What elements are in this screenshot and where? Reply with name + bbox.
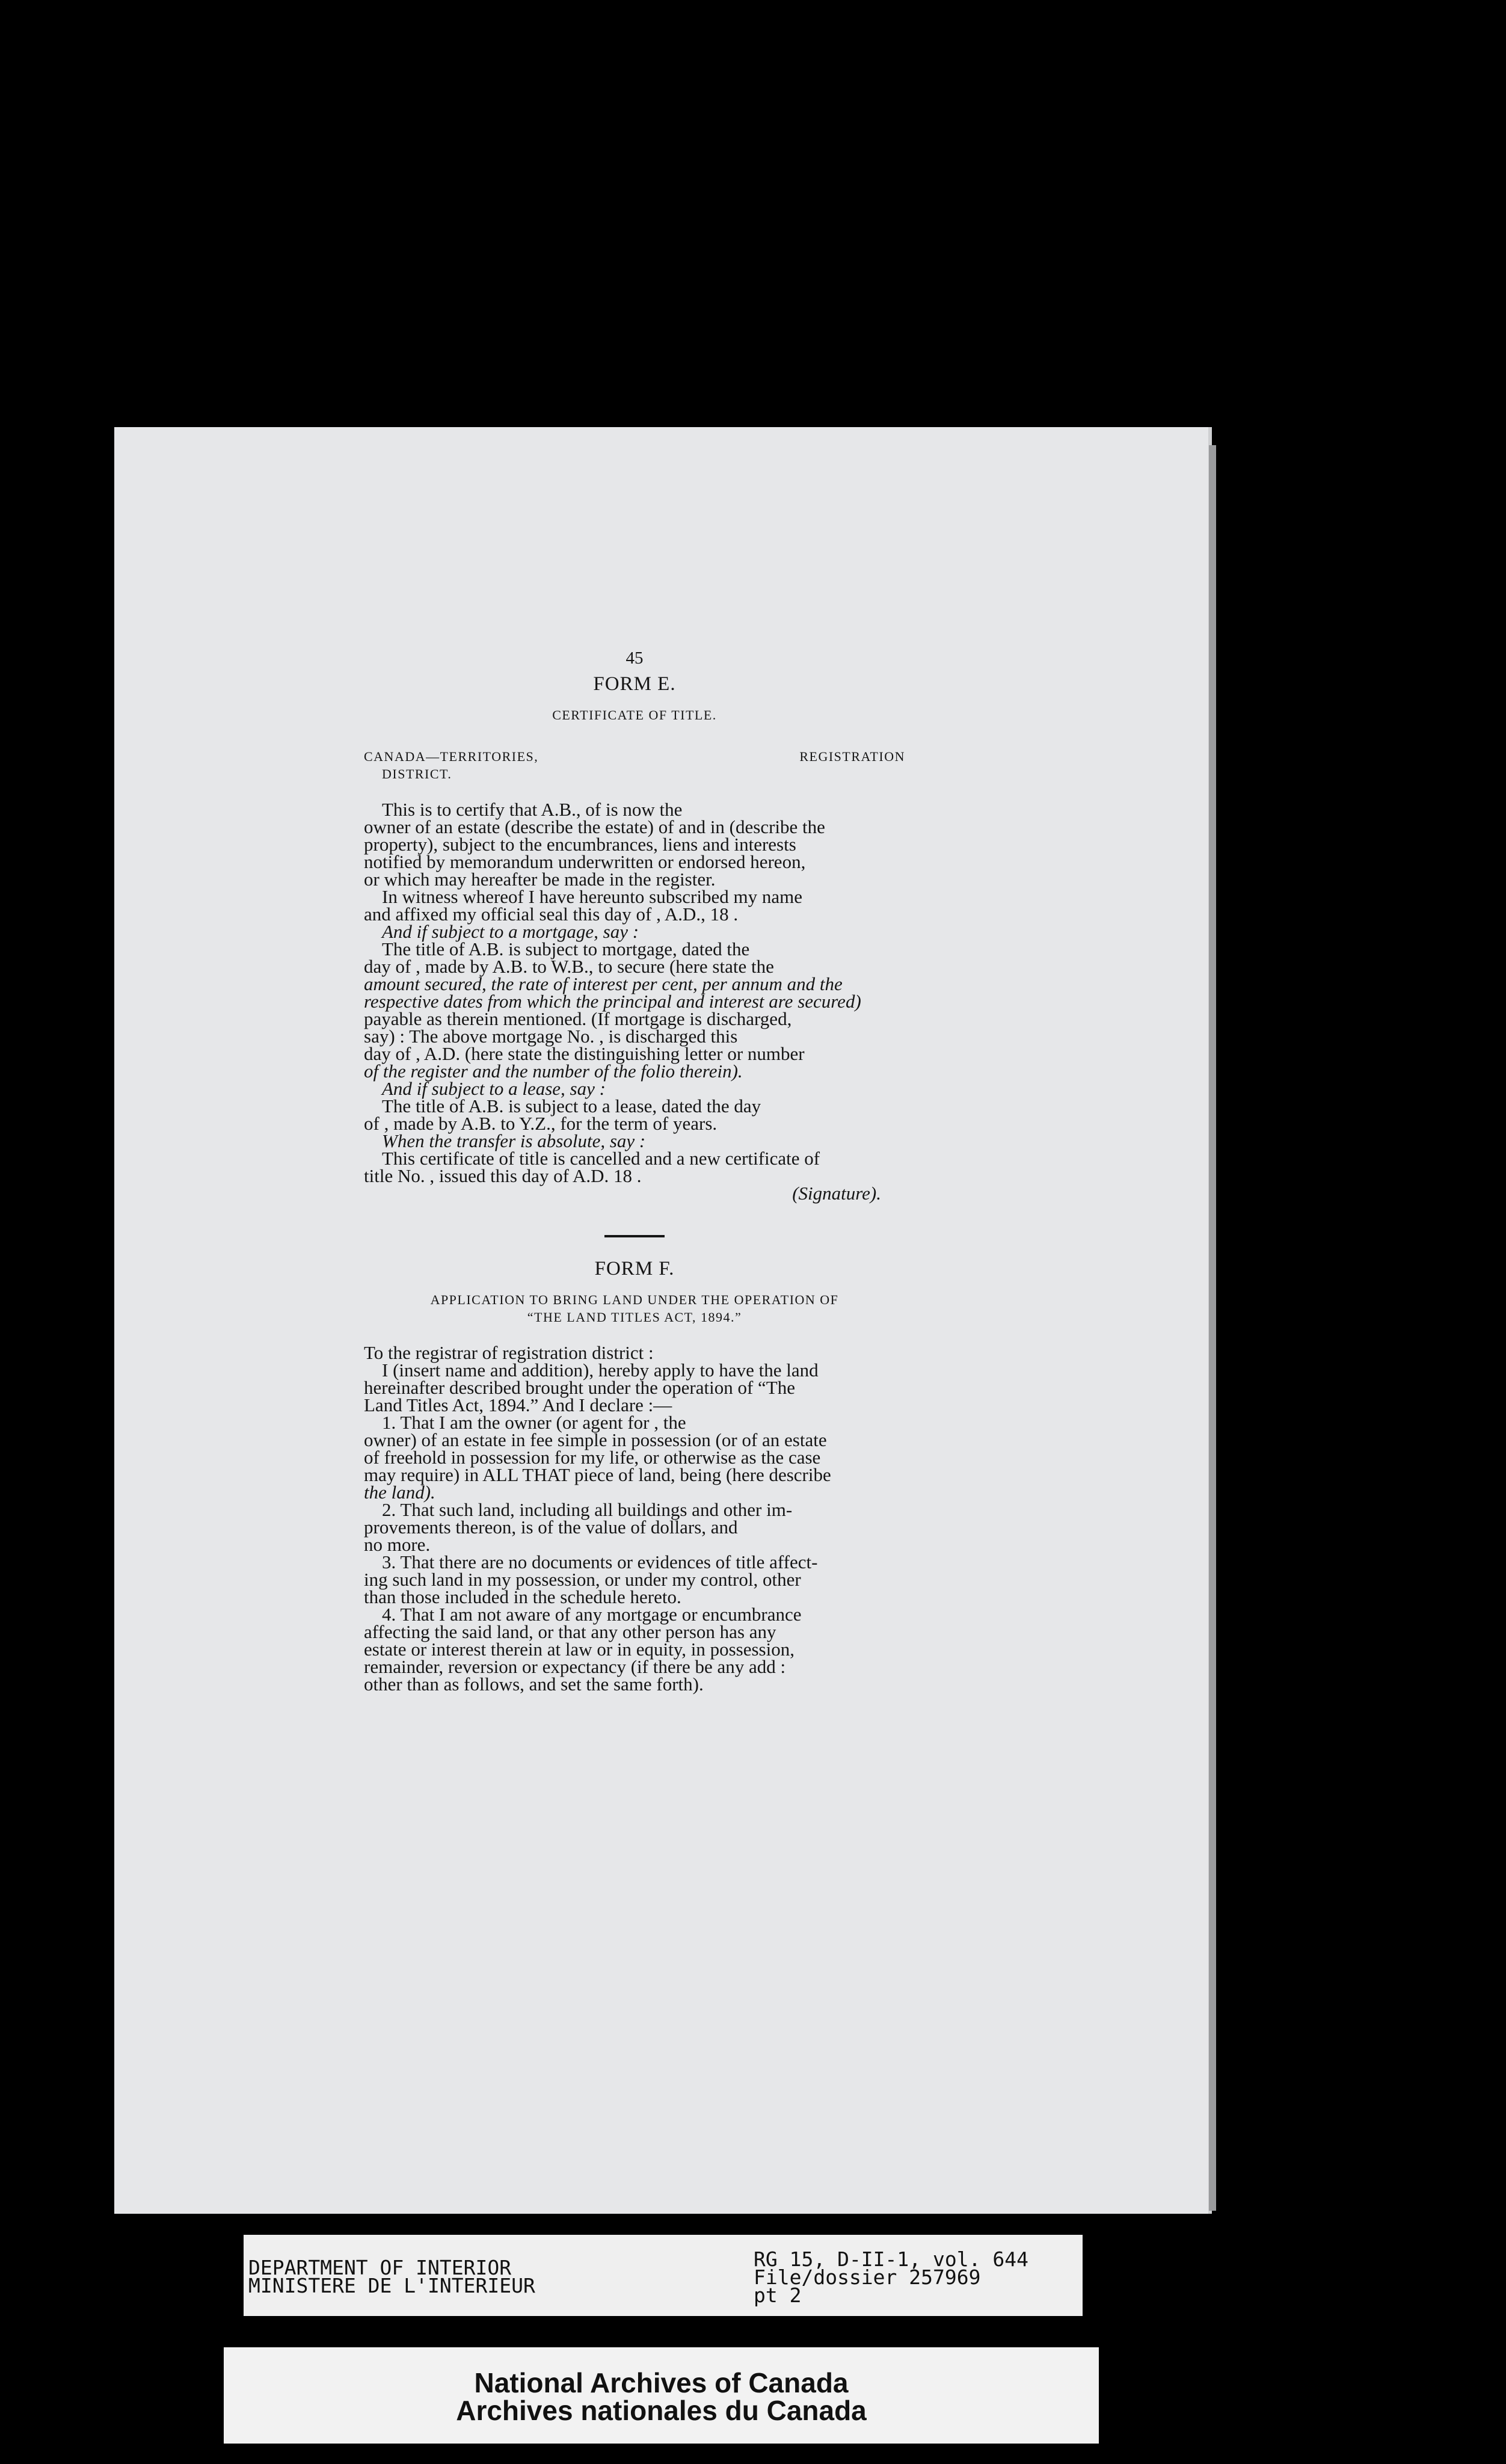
form-e-header-row xyxy=(364,748,905,765)
form-e-text-line: The title of A.B. is subject to mortgage, dated the xyxy=(382,938,750,959)
department-line-fr: MINISTERE DE L'INTERIEUR xyxy=(248,2274,535,2297)
archive-reference-strip xyxy=(244,2235,1083,2316)
form-f-text-line: 3. That there are no documents or evidences of title affect- xyxy=(382,1551,818,1572)
form-f-title: FORM F. xyxy=(594,1258,675,1280)
form-e-signature: (Signature). xyxy=(792,1183,881,1204)
form-f-text-line: hereinafter described brought under the operation of “The xyxy=(364,1377,795,1398)
page-edge-shadow xyxy=(1209,445,1216,2211)
section-divider xyxy=(604,1235,665,1237)
department-label xyxy=(248,2256,535,2297)
file-reference xyxy=(754,2247,1028,2307)
form-f-body xyxy=(364,1344,905,1693)
file-reference-line3: pt 2 xyxy=(754,2284,802,2307)
form-f-text-line: may require) in ALL THAT piece of land, being (here describe xyxy=(364,1464,831,1485)
form-e-text-line: property), subject to the encumbrances, liens and interests xyxy=(364,834,796,855)
form-e-text-line: This certificate of title is cancelled and a new certificate of xyxy=(382,1148,820,1169)
form-e-text-line: of the register and the number of the folio therein). xyxy=(364,1061,743,1082)
form-e-text-line: day of , made by A.B. to W.B., to secure (here state the xyxy=(364,956,774,977)
form-f-text-line: no more. xyxy=(364,1534,431,1555)
page-content xyxy=(364,650,905,1693)
form-e-text-line: of , made by A.B. to Y.Z., for the term of years. xyxy=(364,1113,718,1134)
form-e-body xyxy=(364,801,905,1184)
form-f-text-line: 1. That I am the owner (or agent for , the xyxy=(382,1412,686,1433)
form-f-text-line: remainder, reversion or expectancy (if there be any add : xyxy=(364,1656,786,1677)
form-f-text-line: other than as follows, and set the same forth). xyxy=(364,1674,704,1695)
form-e-text-line: respective dates from which the principal and interest are secured) xyxy=(364,991,861,1012)
form-f-text-line: I (insert name and addition), hereby apply to have the land xyxy=(382,1360,819,1381)
form-e-subtitle: CERTIFICATE OF TITLE. xyxy=(552,707,717,722)
form-f-text-line: estate or interest therein at law or in equity, in possession, xyxy=(364,1639,794,1660)
form-f-text-line: the land). xyxy=(364,1482,435,1503)
file-reference-line2: File/dossier 257969 xyxy=(754,2265,981,2289)
form-e-text-line: This is to certify that A.B., of is now the xyxy=(382,799,683,820)
form-e-text-line: The title of A.B. is subject to a lease, dated the day xyxy=(382,1095,761,1116)
form-e-text-line: payable as therein mentioned. (If mortgage is discharged, xyxy=(364,1008,792,1029)
form-e-text-line: day of , A.D. (here state the distinguishing letter or number xyxy=(364,1043,805,1064)
form-f-heading xyxy=(364,1291,905,1326)
form-f-heading-line1: APPLICATION TO BRING LAND UNDER THE OPERATION OF xyxy=(430,1292,839,1307)
form-f-text-line: than those included in the schedule hereto. xyxy=(364,1586,681,1607)
form-f-text-line: 4. That I am not aware of any mortgage or encumbrance xyxy=(382,1604,802,1625)
archives-label-en: National Archives of Canada xyxy=(474,2367,849,2398)
form-f-text-line: of freehold in possession for my life, or otherwise as the case xyxy=(364,1447,821,1468)
form-f-text-line: owner) of an estate in fee simple in possession (or of an estate xyxy=(364,1429,827,1450)
form-f-text-line: ing such land in my possession, or under my control, other xyxy=(364,1569,801,1590)
page-number: 45 xyxy=(625,648,644,668)
file-reference-line1: RG 15, D-II-1, vol. 644 xyxy=(754,2247,1028,2271)
form-e-text-line: say) : The above mortgage No. , is discharged this xyxy=(364,1026,738,1047)
archives-label xyxy=(224,2347,1099,2444)
form-e-text-line: and affixed my official seal this day of , A.D., 18 . xyxy=(364,904,739,925)
form-e-title: FORM E. xyxy=(593,673,676,695)
form-e-header-district: DISTRICT. xyxy=(382,766,452,781)
form-f-text-line: To the registrar of registration district : xyxy=(364,1342,654,1363)
form-f-text-line: affecting the said land, or that any other person has any xyxy=(364,1621,776,1642)
form-e-header-right: REGISTRATION xyxy=(799,749,905,764)
form-f-text-line: Land Titles Act, 1894.” And I declare :— xyxy=(364,1394,672,1415)
form-e-text-line: When the transfer is absolute, say : xyxy=(382,1130,646,1151)
form-e-text-line: And if subject to a mortgage, say : xyxy=(382,921,639,942)
form-f-text-line: provements thereon, is of the value of dollars, and xyxy=(364,1517,738,1538)
form-e-text-line: title No. , issued this day of A.D. 18 . xyxy=(364,1165,642,1186)
department-line-en: DEPARTMENT OF INTERIOR xyxy=(248,2256,512,2279)
archives-label-fr: Archives nationales du Canada xyxy=(456,2395,867,2426)
form-e-text-line: or which may hereafter be made in the register. xyxy=(364,869,716,890)
form-e-header-left: CANADA—TERRITORIES, xyxy=(364,749,539,764)
form-e-text-line: owner of an estate (describe the estate) of and in (describe the xyxy=(364,816,825,837)
form-e-text-line: And if subject to a lease, say : xyxy=(382,1078,606,1099)
form-f-heading-line2: “THE LAND TITLES ACT, 1894.” xyxy=(527,1310,742,1325)
form-e-text-line: In witness whereof I have hereunto subscribed my name xyxy=(382,886,802,907)
form-f-text-line: 2. That such land, including all buildings and other im- xyxy=(382,1499,793,1520)
form-e-text-line: amount secured, the rate of interest per cent, per annum and the xyxy=(364,973,843,994)
form-e-text-line: notified by memorandum underwritten or endorsed hereon, xyxy=(364,851,806,872)
